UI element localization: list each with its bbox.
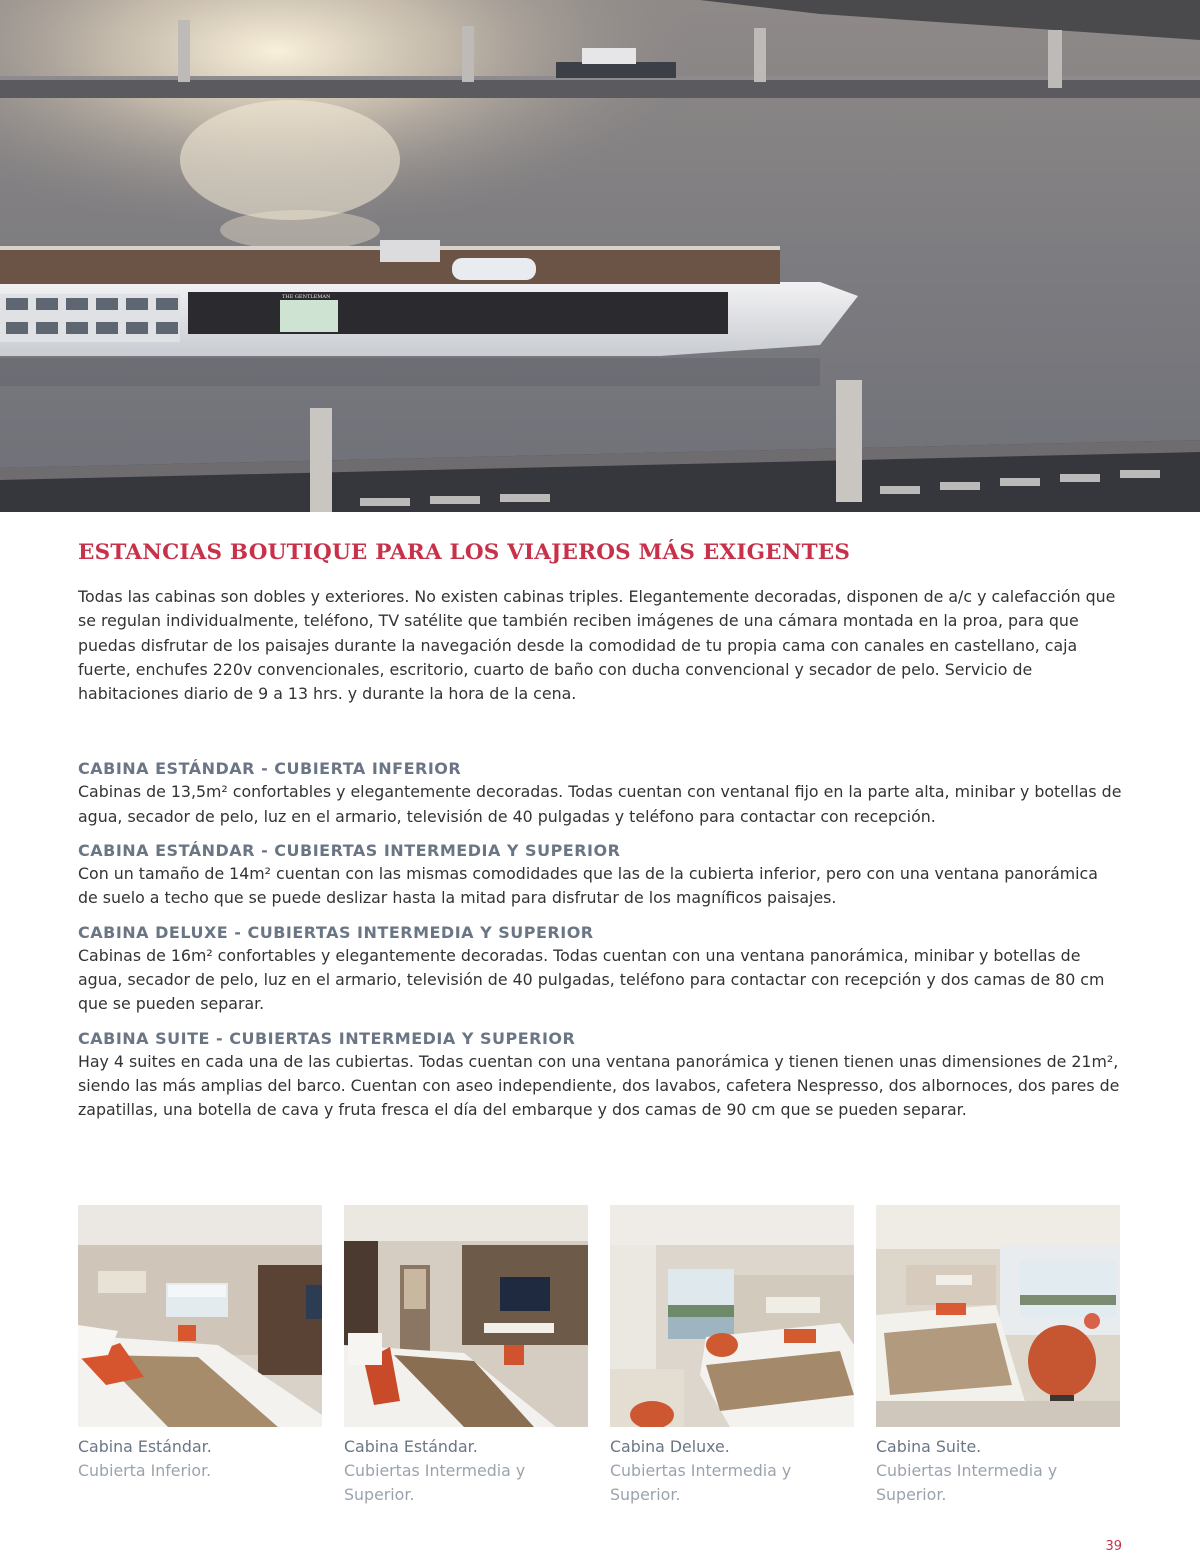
photo-caption-title: Cabina Suite. bbox=[876, 1437, 982, 1456]
cabin-title: CABINA ESTÁNDAR - CUBIERTAS INTERMEDIA Y SUPERIOR bbox=[78, 841, 621, 861]
cabin-title: CABINA SUITE - CUBIERTAS INTERMEDIA Y SUPERIOR bbox=[78, 1028, 576, 1048]
cabin-title: CABINA ESTÁNDAR - CUBIERTA INFERIOR bbox=[78, 759, 462, 779]
page-number: 39 bbox=[1105, 1539, 1122, 1554]
cabin-photo bbox=[344, 1205, 588, 1427]
photo-card-deluxe bbox=[610, 1205, 854, 1507]
river-cruise-ship-illustration bbox=[0, 0, 1200, 512]
cabin-description: Cabinas de 13,5m² confortables y elegantemente decoradas. Todas cuentan con ventanal fijo en la parte alta, minibar y botellas de agua, secador de pelo, luz en el armario, televisión de 40 pulgadas y teléfono para contactar con recepción. bbox=[78, 782, 1122, 826]
cabin-description: Hay 4 suites en cada una de las cubiertas. Todas cuentan con una ventana panorámica y tienen tienen unas dimensiones de 21m², siendo las más amplias del barco. Cuentan con aseo independiente, dos lavabos, cafetera Nespresso, dos albornoces, dos pares de zapatillas, una botella de cava y fruta fresca el día del embarque y dos camas de 90 cm que se pueden separar. bbox=[78, 1051, 1120, 1120]
photo-caption-title: Cabina Estándar. bbox=[344, 1437, 478, 1456]
cabin-description: Cabinas de 16m² confortables y elegantemente decoradas. Todas cuentan con una ventana panorámica, minibar y botellas de agua, secador de pelo, luz en el armario, televisión de 40 pulgadas, teléfono para contactar con recepción y dos camas de 80 cm que se pueden separar. bbox=[78, 945, 1105, 1014]
cabin-standard-lower bbox=[78, 758, 1122, 829]
intro-paragraph: Todas las cabinas son dobles y exteriores. No existen cabinas triples. Elegantemente decoradas, disponen de a/c y calefacción que se regulan individualmente, teléfono, TV satélite que también reciben imágenes de una cámara montada en la proa, para que puedas disfrutar de los paisajes durante la navegación desde la comodidad de tu propia cama con canales en castellano, caja fuerte, enchufes 220v convencionales, escritorio, cuarto de baño con ducha convencional y secador de pelo. Servicio de habitaciones diario de 9 a 13 hrs. y durante la hora de la cena. bbox=[78, 587, 1116, 704]
photo-card-standard-lower bbox=[78, 1205, 322, 1483]
cabin-photo bbox=[78, 1205, 322, 1427]
cabin-photo bbox=[876, 1205, 1120, 1427]
photo-card-standard-upper bbox=[344, 1205, 588, 1507]
cabin-photo-grid bbox=[78, 1205, 1122, 1505]
photo-caption-title: Cabina Estándar. bbox=[78, 1437, 212, 1456]
photo-card-suite bbox=[876, 1205, 1120, 1507]
cabin-title: CABINA DELUXE - CUBIERTAS INTERMEDIA Y SUPERIOR bbox=[78, 922, 594, 942]
cabin-photo bbox=[610, 1205, 854, 1427]
cabin-deluxe bbox=[78, 922, 1122, 1017]
content-area bbox=[78, 537, 1122, 1133]
photo-caption-title: Cabina Deluxe. bbox=[610, 1437, 730, 1456]
section-title: ESTANCIAS BOUTIQUE PARA LOS VIAJEROS MÁS EXIGENTES bbox=[78, 540, 851, 565]
cabin-standard-upper bbox=[78, 840, 1122, 911]
photo-caption-subtitle: Cubierta Inferior. bbox=[78, 1461, 212, 1480]
hero-photo bbox=[0, 0, 1200, 512]
cabin-description: Con un tamaño de 14m² cuentan con las mismas comodidades que las de la cubierta inferior, pero con una ventana panorámica de suelo a techo que se puede deslizar hasta la mitad para disfrutar de los magníficos paisajes. bbox=[78, 864, 1098, 908]
photo-caption-subtitle: Cubiertas Intermedia y Superior. bbox=[610, 1461, 792, 1504]
photo-caption-subtitle: Cubiertas Intermedia y Superior. bbox=[876, 1461, 1058, 1504]
photo-caption-subtitle: Cubiertas Intermedia y Superior. bbox=[344, 1461, 526, 1504]
cabin-suite bbox=[78, 1028, 1122, 1123]
ship-name-label: THE GENTLEMAN bbox=[282, 294, 331, 300]
cabin-list bbox=[78, 758, 1122, 1122]
